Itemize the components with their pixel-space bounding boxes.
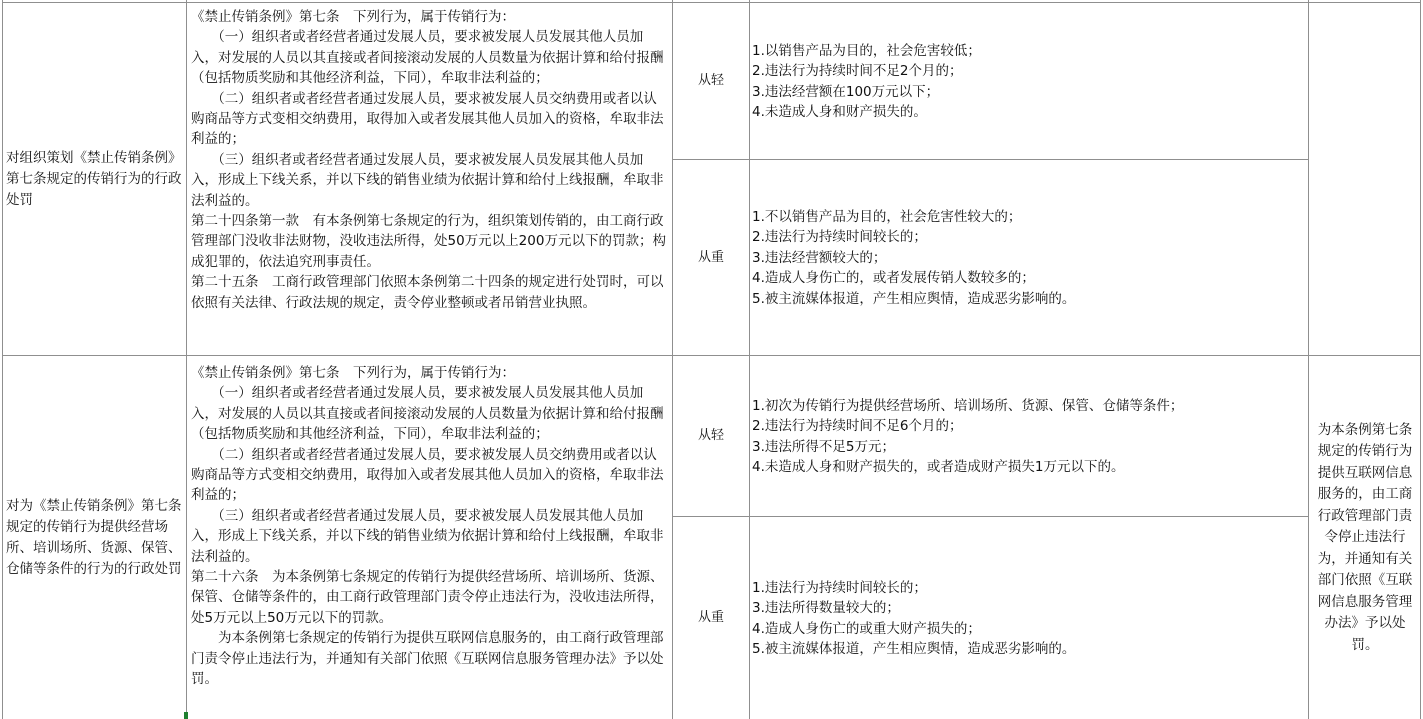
level-label: 从轻 [697, 73, 724, 89]
basis-cell-row-2[interactable] [191, 363, 670, 715]
cell-cursor-marker [184, 712, 188, 719]
condition-item: 3.违法经营额在100万元以下； [752, 83, 940, 100]
condition-item: 2.违法行为持续时间不足6个月的； [752, 418, 963, 435]
conditions-cell-heavy-row-2[interactable] [752, 518, 1306, 719]
basis-paragraph: （三）组织者或者经营者通过发展人员，要求被发展人员发展其他人员加入，形成上下线关系，并以下线的销售业绩为依据计算和给付上线报酬，牟取非法利益的。 [191, 507, 664, 565]
level-cell-heavy-row-2[interactable] [674, 518, 748, 719]
item-cell-row-1[interactable] [6, 4, 184, 354]
grid-line [672, 0, 673, 719]
condition-item: 3.违法经营额较大的； [752, 249, 887, 266]
basis-paragraph: （三）组织者或者经营者通过发展人员，要求被发展人员发展其他人员加入，形成上下线关系，并以下线的销售业绩为依据计算和给付上线报酬，牟取非法利益的。 [191, 151, 664, 209]
level-label: 从重 [697, 249, 724, 265]
basis-paragraph: 为本条例第七条规定的传销行为提供互联网信息服务的，由工商行政管理部门责令停止违法行为，并通知有关部门依照《互联网信息服务管理办法》予以处罚。 [191, 630, 664, 688]
grid-line [1308, 0, 1309, 719]
condition-item: 4.造成人身伤亡的或重大财产损失的； [752, 620, 981, 637]
level-label: 从重 [697, 610, 724, 626]
item-cell-row-2[interactable] [6, 357, 184, 719]
condition-item: 2.违法行为持续时间不足2个月的； [752, 63, 963, 80]
basis-paragraph: （一）组织者或者经营者通过发展人员，要求被发展人员发展其他人员加入，对发展的人员以其直接或者间接滚动发展的人员数量为依据计算和给付报酬（包括物质奖励和其他经济利益，下同），牟取非法利益的； [191, 385, 664, 443]
condition-item: 4.未造成人身和财产损失的，或者造成财产损失1万元以下的。 [752, 458, 1125, 475]
basis-paragraph: 《禁止传销条例》第七条 下列行为，属于传销行为： [191, 365, 515, 381]
condition-item: 3.违法所得数量较大的； [752, 600, 900, 617]
basis-paragraph: 第二十四条第一款 有本条例第七条规定的行为，组织策划传销的，由工商行政管理部门没收非法财物，没收违法所得，处50万元以上200万元以下的罚款；构成犯罪的，依法追究刑事责任。 [191, 213, 666, 270]
basis-paragraph: 《禁止传销条例》第七条 下列行为，属于传销行为： [191, 9, 515, 25]
condition-item: 5.被主流媒体报道，产生相应舆情，造成恶劣影响的。 [752, 640, 1076, 657]
item-text: 对组织策划《禁止传销条例》第七条规定的传销行为的行政处罚 [6, 149, 182, 208]
basis-cell-row-1[interactable] [191, 7, 670, 353]
level-cell-heavy-row-1[interactable] [674, 161, 748, 355]
level-cell-light-row-2[interactable] [674, 357, 748, 516]
basis-paragraph: 第二十六条 为本条例第七条规定的传销行为提供经营场所、培训场所、货源、保管、仓储等条件的，由工商行政管理部门责令停止违法行为，没收违法所得，处5万元以上50万元以下的罚款。 [191, 569, 664, 626]
grid-line [672, 159, 1309, 160]
grid-line [186, 0, 187, 719]
item-text: 对为《禁止传销条例》第七条规定的传销行为提供经营场所、培训场所、货源、保管、仓储等条件的行为的行政处罚 [6, 498, 182, 577]
grid-line [2, 355, 1421, 356]
condition-item: 4.造成人身伤亡的，或者发展传销人数较多的； [752, 270, 1035, 287]
condition-item: 2.违法行为持续时间较长的； [752, 229, 927, 246]
conditions-cell-heavy-row-1[interactable] [752, 161, 1306, 355]
condition-item: 1.以销售产品为目的，社会危害较低； [752, 42, 981, 59]
condition-item: 5.被主流媒体报道，产生相应舆情，造成恶劣影响的。 [752, 290, 1076, 307]
grid-line [2, 0, 3, 719]
grid-line [1420, 0, 1421, 719]
note-text: 为本条例第七条规定的传销行为提供互联网信息服务的，由工商行政管理部门责令停止违法行为，并通知有关部门依照《互联网信息服务管理办法》予以处罚。 [1317, 421, 1413, 653]
basis-paragraph: （二）组织者或者经营者通过发展人员，要求被发展人员交纳费用或者以认购商品等方式变相交纳费用，取得加入或者发展其他人员加入的资格，牟取非法利益的； [191, 446, 664, 504]
condition-item: 4.未造成人身和财产损失的。 [752, 103, 927, 120]
condition-item: 1.初次为传销行为提供经营场所、培训场所、货源、保管、仓储等条件； [752, 397, 1184, 414]
conditions-cell-light-row-2[interactable] [752, 357, 1306, 516]
basis-paragraph: 第二十五条 工商行政管理部门依照本条例第二十四条的规定进行处罚时，可以依照有关法律、行政法规的规定，责令停业整顿或者吊销营业执照。 [191, 274, 664, 311]
conditions-cell-light-row-1[interactable] [752, 4, 1306, 159]
condition-item: 1.不以销售产品为目的，社会危害性较大的； [752, 208, 1022, 225]
grid-line [672, 516, 1309, 517]
condition-item: 3.违法所得不足5万元； [752, 438, 895, 455]
condition-item: 1.违法行为持续时间较长的； [752, 579, 927, 596]
grid-line [749, 0, 750, 719]
note-cell-row-1[interactable] [1310, 4, 1420, 354]
note-cell-row-2[interactable] [1312, 357, 1418, 719]
grid-line [2, 2, 1421, 3]
basis-paragraph: （二）组织者或者经营者通过发展人员，要求被发展人员交纳费用或者以认购商品等方式变相交纳费用，取得加入或者发展其他人员加入的资格，牟取非法利益的； [191, 90, 664, 148]
basis-paragraph: （一）组织者或者经营者通过发展人员，要求被发展人员发展其他人员加入，对发展的人员以其直接或者间接滚动发展的人员数量为依据计算和给付报酬（包括物质奖励和其他经济利益，下同），牟取非法利益的； [191, 29, 664, 87]
level-label: 从轻 [697, 428, 724, 444]
level-cell-light-row-1[interactable] [674, 4, 748, 159]
